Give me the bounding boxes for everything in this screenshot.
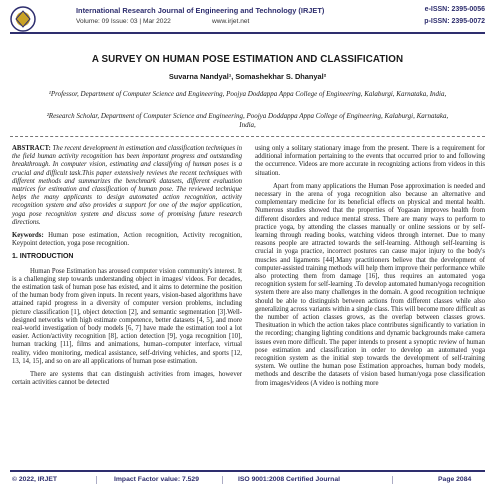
page-header [0, 0, 495, 40]
footer-separator: | [96, 475, 98, 484]
footer-separator: | [392, 475, 394, 484]
e-issn: e-ISSN: 2395-0056 [424, 6, 485, 13]
p-issn: p-ISSN: 2395-0072 [424, 18, 485, 25]
keywords-label: Keywords: [12, 232, 44, 240]
volume-issue: Volume: 09 Issue: 03 | Mar 2022 [76, 18, 171, 25]
footer-copyright: © 2022, IRJET [12, 476, 58, 483]
abstract [12, 145, 242, 227]
left-column [12, 145, 242, 392]
irjet-logo-icon [10, 6, 36, 32]
affiliation-divider [10, 136, 485, 137]
footer-page-number: Page 2084 [438, 476, 472, 483]
header-divider [10, 32, 485, 34]
journal-website-link[interactable]: www.irjet.net [212, 18, 250, 25]
right-column [255, 145, 485, 393]
footer-separator: | [222, 475, 224, 484]
paper-authors: Suvarna Nandyal¹, Somashekhar S. Dhanyal² [168, 72, 327, 81]
abstract-label: ABSTRACT: [12, 145, 51, 152]
page-footer [0, 470, 495, 495]
keywords-text: Human pose estimation, Action recognition, Activity recognition, Keypoint detection, yoga pose recognition. [12, 232, 242, 248]
journal-title: International Research Journal of Engineering and Technology (IRJET) [76, 6, 325, 15]
footer-divider [10, 470, 485, 472]
right-paragraph-2: Apart from many applications the Human Pose approximation is needed and necessary in the arena of yoga recognition also because an alternative and complementary medicine for its beneficial effects on physical and mental health. Numerous studies showed that the properties of Yogasan improves health from different disorders and reduce mental stress. There are many ways to perform to practice yoga, by attending the classes manually or online sessions or by self-learning through reading books, watching videos through internet. Due to many reasons people are attracted towards the self-learning. Although self-learning is crucial in yoga practice, incorrect postures can cause major injury to the body's muscles and ligaments [44].Many practitioners believe that the development of computer-assisted training methods will help them improve their performance while also protecting them from damage [16], thus requires an automated yoga recognition system for self-learning .To develop automated human/yoga recognition system there are also many challenges in the domain. A good recognition technique should be able to distinguish between actions from different classes while also generalizing across variants within a single class. This will become more difficult as the number of action classes grows, as the overlap between classes grows. Thesituation in which the action takes place contributes significantly to variation in the recording; changing lighting conditions and dynamic backgrounds make camera issues even more difficult. The paper intends to present a synoptic review of human pose estimation and classification in order to develop an automated yoga recognition system as the initial step towards the development of self-training system. We outline the human pose Estimation approaches, human body models, methods and describe the datasets of vision based human/yoga pose classification from images/videos (A video is nothing more [255, 182, 485, 387]
paper-title: A SURVEY ON HUMAN POSE ESTIMATION AND CLASSIFICATION [91, 54, 404, 65]
footer-impact-factor: Impact Factor value: 7.529 [114, 476, 199, 483]
intro-paragraph-1: Human Pose Estimation has aroused computer vision community's interest. It is a challenging step towards understanding object in images/ videos. For decades, the estimation task of human pose has existed, and it aims to determine the position of the human body from given inputs. In recent years, vision-based algorithms have attained rapid progress in a diversity of computer version problems, including picture classification [1], object detection [2], and semantic segmentation [3].Well-designed networks with high estimate competence, better datasets [4, 5], and more real-world investigation of body models [6, 7] have made the estimation tool a lot easier. Action/activity recognition [8], action detection [9], yoga recognition [10], human tracking [11], films and animations, human–computer interface, virtual reality, video monitoring, medical assistance, self-driving vehicles, and sports [12, 13, 14, 15], and so on are all applications of human pose estimation. [12, 267, 242, 365]
keywords [12, 232, 242, 248]
affiliation-2: ²Research Scholar, Department of Computer Science and Engineering, Poojya Doddappa Appa College of Engineering, Kalaburgi, Karnataka, India, [46, 112, 449, 129]
abstract-text: The recent development in estimation and classification techniques in the field human activity recognition has been important progress and outstanding breakthrough. In computer vision, estimating and classifying of human poses is a crucial and difficult task.This paper extensively reviews the recent techniques with different methods and summarizes the benchmark datasets, different evaluation matrices for estimation and classification of human pose. The reviewed technique helps the many applicants to design automated action recognition, activity recognition system and also provides a support for one of the major application, yoga pose recognition system and discuss some of promising future research directions. [12, 145, 242, 226]
intro-paragraph-2: There are systems that can distinguish activities from images, however certain activities cannot be detected [12, 371, 242, 387]
right-paragraph-1: using only a solitary stationary image from the present. There is a requirement for additional information pertaining to the events that occurred prior to and following the occurrence. Videos are more accurate in recognizing actions from videos in this situation. [255, 145, 485, 177]
footer-iso: ISO 9001:2008 Certified Journal [238, 476, 340, 483]
section-heading-introduction: 1. INTRODUCTION [12, 253, 74, 261]
affiliation-1: ¹Professor, Department of Computer Science and Engineering, Poojya Doddappa Appa College of Engineering, Kalaburgi, Karnataka, India, [48, 90, 447, 98]
